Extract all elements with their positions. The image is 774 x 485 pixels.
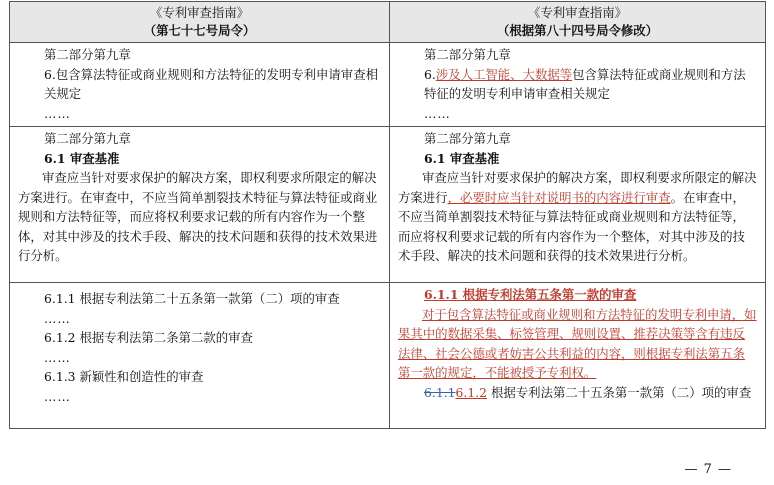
page-number: — 7 — — [684, 462, 732, 477]
row1-right-num: 6. — [424, 66, 436, 82]
row3-left-item1: 6.1.1 根据专利法第二十五条第一款第（二）项的审查 — [44, 291, 340, 306]
header-left-subtitle: （第七十七号局令） — [143, 23, 256, 38]
row3-right-cell — [390, 283, 766, 429]
row1-right-title — [398, 65, 757, 104]
header-right-subtitle: （根据第八十四号局令修改） — [496, 23, 659, 38]
row3-left-dots2: …… — [44, 349, 71, 365]
row1-right-part: 第二部分第九章 — [424, 47, 511, 62]
header-right — [390, 2, 766, 43]
row3-left-dots3: …… — [44, 388, 71, 404]
row1-left-cell — [10, 43, 390, 127]
row3-right-new-heading: 6.1.1 根据专利法第五条第一款的审查 — [424, 287, 637, 302]
row3-left-cell — [10, 283, 390, 429]
row3-right-item-rest: 根据专利法第二十五条第一款第（二）项的审查 — [487, 384, 752, 400]
row-section-6 — [10, 43, 766, 127]
row3-left-dots1: …… — [44, 310, 71, 326]
comparison-table — [9, 1, 766, 429]
row1-right-cell — [390, 43, 766, 127]
header-row — [10, 2, 766, 43]
row2-right-para-b: 。在审查中，不应当简单割裂技术特征与算法特征或商业规则和方法特征等，而应将权利要求记载的所有内容作为一个整体，对其中涉及的技术手段、解决的技术问题和获得的技术效果进行分析。 — [398, 189, 745, 263]
row3-right-new-para: 对于包含算法特征或商业规则和方法特征的发明专利申请，如果其中的数据采集、标签管理、规则设置、推荐决策等含有违反法律、社会公德或者妨害公共利益的内容，则根据专利法第五条第一款的规定，不能被授予专利权。 — [398, 306, 757, 380]
row3-left-item2: 6.1.2 根据专利法第二条第二款的审查 — [44, 330, 253, 345]
row1-left-part: 第二部分第九章 — [44, 47, 131, 62]
row2-right-cell — [390, 127, 766, 283]
row2-right-para-a: 审查应当针对要求保护的解决方案，即权利要求所限定的解决方案进行 — [398, 170, 757, 205]
row2-right-inserted: ，必要时应当针对说明书的内容进行审查 — [447, 189, 671, 205]
row3-right-item — [398, 383, 757, 403]
header-left — [10, 2, 390, 43]
row2-left-part: 第二部分第九章 — [44, 131, 131, 146]
row2-left-sec: 6.1 审查基准 — [44, 150, 120, 166]
row1-left-title: 6.包含算法特征或商业规则和方法特征的发明专利申请审查相关规定 — [44, 66, 378, 101]
row1-right-inserted: 涉及人工智能、大数据等 — [435, 66, 573, 82]
row-subsections — [10, 283, 766, 429]
row2-right-sec: 6.1 审查基准 — [424, 150, 500, 166]
row2-right-part: 第二部分第九章 — [424, 131, 511, 146]
row2-right-para — [398, 168, 757, 266]
row-section-6-1 — [10, 127, 766, 283]
row1-right-dots: …… — [424, 105, 451, 121]
header-right-title: 《专利审查指南》 — [527, 5, 628, 20]
row2-left-para: 审查应当针对要求保护的解决方案，即权利要求所限定的解决方案进行。在审查中，不应当简单割裂技术特征与算法特征或商业规则和方法特征等，而应将权利要求记载的所有内容作为一个整体，对其中涉及的技术手段、解决的技术问题和获得的技术效果进行分析。 — [18, 170, 378, 263]
row3-left-item3: 6.1.3 新颖性和创造性的审查 — [44, 369, 204, 384]
row1-right-rest: 包含算法特征或商业规则和方法特征的发明专利申请审查相关规定 — [424, 66, 746, 101]
row2-left-cell — [10, 127, 390, 283]
row3-right-old-num: 6.1.1 — [424, 384, 456, 400]
header-left-title: 《专利审查指南》 — [149, 5, 250, 20]
row1-left-dots: …… — [44, 105, 71, 121]
row3-right-new-num: 6.1.2 — [455, 384, 488, 400]
